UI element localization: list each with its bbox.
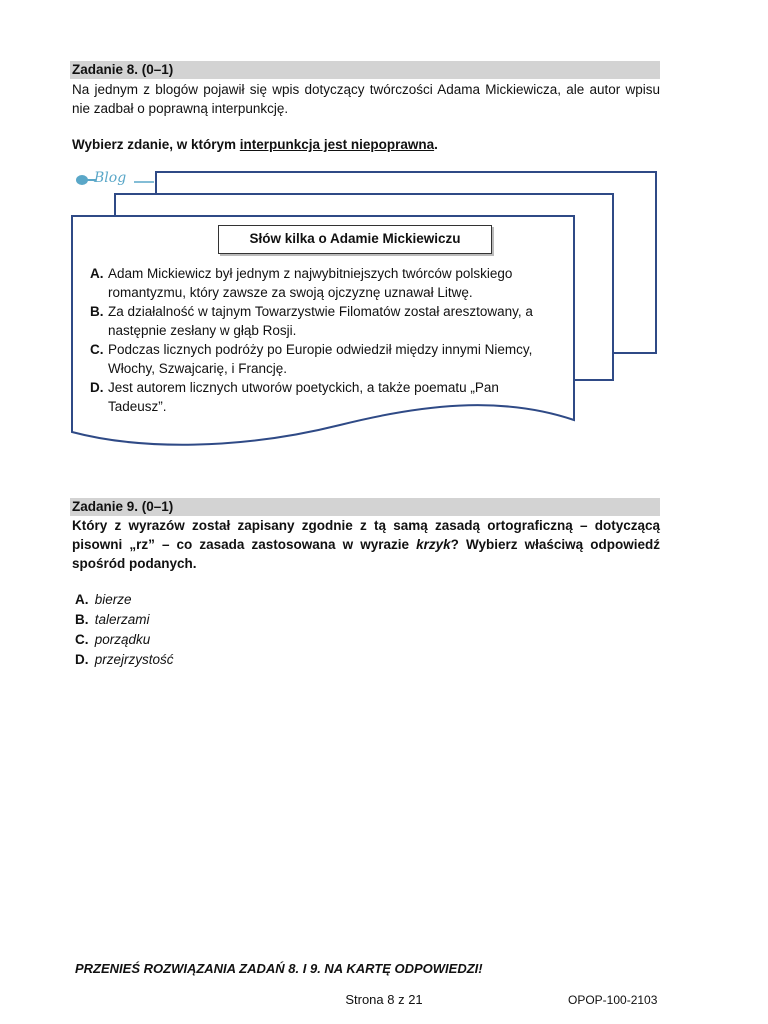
answer-word: porządku bbox=[94, 632, 151, 647]
option-c[interactable] bbox=[90, 340, 560, 378]
option-d[interactable] bbox=[90, 378, 560, 416]
option-text: Podczas licznych podróży po Europie odwiedził między innymi Niemcy, Włochy, Szwajcarię, i Francję. bbox=[108, 342, 533, 376]
answer-letter: D. bbox=[75, 652, 89, 667]
exam-code: OPOP-100-2103 bbox=[568, 993, 658, 1007]
instruction-prefix: Wybierz zdanie, w którym bbox=[72, 137, 240, 152]
question-part-1: Który z wyrazów został zapisany zgodnie z tą samą zasadą ortograficzną – dotyczącą pisowni „rz” – co zasada zastosowana w wyrazie bbox=[72, 518, 660, 552]
task-8-options bbox=[90, 264, 560, 416]
answer-letter: A. bbox=[75, 592, 89, 607]
question-keyword: krzyk bbox=[416, 537, 451, 552]
option-letter: B. bbox=[90, 304, 104, 319]
option-a[interactable] bbox=[90, 264, 560, 302]
task-9-question bbox=[72, 516, 660, 573]
task-8-header: Zadanie 8. (0–1) bbox=[70, 61, 660, 79]
transfer-answers-note: PRZENIEŚ ROZWIĄZANIA ZADAŃ 8. I 9. NA KARTĘ ODPOWIEDZI! bbox=[75, 961, 483, 976]
task-9-header: Zadanie 9. (0–1) bbox=[70, 498, 660, 516]
answer-word: bierze bbox=[94, 592, 132, 607]
blog-post-title: Słów kilka o Adamie Mickiewiczu bbox=[218, 225, 492, 254]
instruction-suffix: . bbox=[434, 137, 438, 152]
blog-logo-label: Blog bbox=[94, 170, 127, 186]
answer-c[interactable] bbox=[75, 630, 174, 650]
answer-a[interactable] bbox=[75, 590, 174, 610]
option-letter: A. bbox=[90, 266, 104, 281]
page-number: Strona 8 z 21 bbox=[345, 992, 423, 1007]
question-part-2: ? Wybierz właściwą odpowiedź spośród podanych. bbox=[72, 537, 661, 571]
answer-d[interactable] bbox=[75, 650, 174, 670]
task-9-answers bbox=[75, 590, 174, 670]
answer-letter: B. bbox=[75, 612, 89, 627]
answer-word: przejrzystość bbox=[94, 652, 174, 667]
option-b[interactable] bbox=[90, 302, 560, 340]
option-letter: D. bbox=[90, 380, 104, 395]
task-8-intro: Na jednym z blogów pojawił się wpis dotyczący twórczości Adama Mickiewicza, ale autor wpisu nie zadbał o poprawną interpunkcję. bbox=[72, 82, 660, 116]
option-text: Adam Mickiewicz był jednym z najwybitniejszych twórców polskiego romantyzmu, który zawsze za swoją ojczyznę uznawał Litwę. bbox=[108, 266, 513, 300]
option-text: Jest autorem licznych utworów poetyckich, a także poematu „Pan Tadeusz”. bbox=[108, 380, 499, 414]
option-text: Za działalność w tajnym Towarzystwie Filomatów został aresztowany, a następnie zesłany w głąb Rosji. bbox=[108, 304, 533, 338]
answer-b[interactable] bbox=[75, 610, 174, 630]
answer-word: talerzami bbox=[94, 612, 150, 627]
option-letter: C. bbox=[90, 342, 104, 357]
answer-letter: C. bbox=[75, 632, 89, 647]
instruction-underlined: interpunkcja jest niepoprawna bbox=[239, 137, 435, 152]
